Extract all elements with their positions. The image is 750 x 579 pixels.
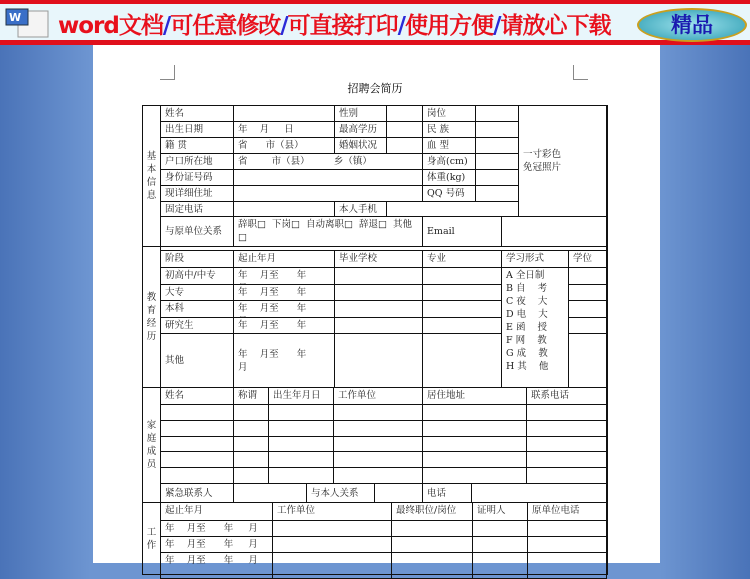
edu-header: 学习形式 bbox=[501, 250, 569, 268]
edu-period: 年 月至 年 月 bbox=[233, 333, 335, 388]
marital-input[interactable] bbox=[386, 137, 423, 154]
blood-input[interactable] bbox=[475, 137, 519, 154]
family-input[interactable] bbox=[160, 451, 234, 468]
field-label-native: 籍 贯 bbox=[160, 137, 234, 154]
height-input[interactable] bbox=[475, 153, 519, 170]
document-title: 招聘会简历 bbox=[347, 82, 403, 95]
work-input[interactable] bbox=[272, 520, 392, 537]
education-input[interactable] bbox=[386, 121, 423, 138]
family-header: 联系电话 bbox=[526, 387, 607, 405]
banner-part: 可任意修改 bbox=[170, 13, 281, 39]
family-input[interactable] bbox=[422, 467, 527, 484]
edu-major-input[interactable] bbox=[422, 333, 502, 388]
field-label-gender: 性别 bbox=[334, 105, 387, 122]
download-banner bbox=[0, 0, 750, 45]
banner-part: 请放心下载 bbox=[500, 13, 611, 39]
family-input[interactable] bbox=[160, 467, 234, 484]
edu-period: 年 月至 年 bbox=[233, 317, 335, 334]
work-header: 最终职位/岗位 bbox=[391, 502, 473, 521]
family-input[interactable] bbox=[233, 467, 269, 484]
email-input[interactable] bbox=[501, 216, 607, 247]
field-label-relationship: 与本人关系 bbox=[306, 483, 375, 503]
ethnicity-input[interactable] bbox=[475, 121, 519, 138]
field-label-emergency-phone: 电话 bbox=[422, 483, 472, 503]
qq-input[interactable] bbox=[475, 185, 519, 202]
work-input[interactable] bbox=[527, 552, 607, 579]
banner-part: 使用方便 bbox=[405, 13, 494, 39]
phone-input[interactable] bbox=[233, 201, 335, 217]
photo-box: 一寸彩色 免冠照片 bbox=[518, 105, 607, 217]
edu-header: 毕业学校 bbox=[334, 250, 423, 268]
family-input[interactable] bbox=[160, 420, 234, 437]
family-input[interactable] bbox=[268, 467, 334, 484]
family-input[interactable] bbox=[233, 436, 269, 452]
work-period: 年 月至 年 月 bbox=[160, 520, 273, 537]
work-input[interactable] bbox=[527, 536, 607, 553]
family-input[interactable] bbox=[333, 404, 423, 421]
field-label-phone: 固定电话 bbox=[160, 201, 234, 217]
family-input[interactable] bbox=[233, 420, 269, 437]
banner-slash: / bbox=[397, 13, 406, 39]
edu-header: 阶段 bbox=[160, 250, 234, 268]
work-header: 起止年月 bbox=[160, 502, 273, 521]
field-label-hukou: 户口所在地 bbox=[160, 153, 234, 170]
field-label-height: 身高(cm) bbox=[422, 153, 476, 170]
field-label-address: 现详细住址 bbox=[160, 185, 234, 202]
family-input[interactable] bbox=[233, 451, 269, 468]
field-label-id: 身份证号码 bbox=[160, 169, 234, 186]
field-label-name: 姓名 bbox=[160, 105, 234, 122]
edu-school-input[interactable] bbox=[334, 300, 423, 318]
field-label-email: Email bbox=[422, 216, 502, 247]
family-input[interactable] bbox=[526, 420, 607, 437]
edu-period: 年 月至 年 bbox=[233, 300, 335, 318]
word-document-icon bbox=[4, 7, 52, 39]
id-input[interactable] bbox=[233, 169, 423, 186]
svg-text:W: W bbox=[9, 11, 22, 24]
work-period: 年 月至 年 月 bbox=[160, 552, 273, 579]
family-header: 居住地址 bbox=[422, 387, 527, 405]
weight-input[interactable] bbox=[475, 169, 519, 186]
family-input[interactable] bbox=[160, 436, 234, 452]
field-label-blood: 血 型 bbox=[422, 137, 476, 154]
premium-badge: 精品 bbox=[637, 8, 747, 42]
family-input[interactable] bbox=[526, 404, 607, 421]
family-input[interactable] bbox=[422, 404, 527, 421]
edu-stage: 本科 bbox=[160, 300, 234, 318]
work-period: 年 月至 年 月 bbox=[160, 536, 273, 553]
field-label-marital: 婚姻状况 bbox=[334, 137, 387, 154]
section-label-work: 工 作 bbox=[142, 502, 161, 575]
edu-major-input[interactable] bbox=[422, 300, 502, 318]
banner-part: word文档 bbox=[58, 13, 163, 39]
family-input[interactable] bbox=[333, 420, 423, 437]
edu-school-input[interactable] bbox=[334, 267, 423, 285]
family-input[interactable] bbox=[333, 436, 423, 452]
edu-header: 专业 bbox=[422, 250, 502, 268]
field-label-position: 岗位 bbox=[422, 105, 476, 122]
family-input[interactable] bbox=[526, 467, 607, 484]
field-label-weight: 体重(kg) bbox=[422, 169, 476, 186]
field-label-ethnicity: 民 族 bbox=[422, 121, 476, 138]
relationship-input[interactable] bbox=[374, 483, 423, 503]
family-input[interactable] bbox=[422, 420, 527, 437]
edu-degree-input[interactable] bbox=[568, 267, 607, 285]
relation-options: 辞职□ 下岗□ 自动离职□ 辞退□ 其他□ bbox=[233, 216, 423, 247]
edu-period: 年 月至 年 bbox=[233, 267, 335, 285]
work-input[interactable] bbox=[391, 520, 473, 537]
edu-degree-input[interactable] bbox=[568, 300, 607, 318]
name-input[interactable] bbox=[233, 105, 335, 122]
emergency-input[interactable] bbox=[233, 483, 307, 503]
mobile-input[interactable] bbox=[386, 201, 519, 217]
edu-study-forms: A 全日制 B 自 考 C 夜 大 D 电 大 E 函 授 F 网 教 G 成 教 H 其 他 bbox=[501, 267, 569, 388]
banner-text bbox=[58, 7, 610, 40]
position-input[interactable] bbox=[475, 105, 519, 122]
edu-stage: 大专 bbox=[160, 284, 234, 301]
work-input[interactable] bbox=[391, 552, 473, 579]
family-input[interactable] bbox=[333, 451, 423, 468]
edu-major-input[interactable] bbox=[422, 267, 502, 285]
field-label-education: 最高学历 bbox=[334, 121, 387, 138]
edu-school-input[interactable] bbox=[334, 317, 423, 334]
field-label-qq: QQ 号码 bbox=[422, 185, 476, 202]
work-input[interactable] bbox=[472, 552, 528, 579]
edu-stage: 初高中/中专 bbox=[160, 267, 234, 285]
edu-degree-input[interactable] bbox=[568, 317, 607, 334]
family-header: 工作单位 bbox=[333, 387, 423, 405]
work-input[interactable] bbox=[272, 552, 392, 579]
section-label-education: 教 育 经 历 bbox=[142, 246, 161, 388]
address-input[interactable] bbox=[233, 185, 423, 202]
emergency-phone-input[interactable] bbox=[471, 483, 607, 503]
edu-major-input[interactable] bbox=[422, 284, 502, 301]
section-label-basic: 基 本 信 息 bbox=[142, 105, 161, 247]
field-label-mobile: 本人手机 bbox=[334, 201, 387, 217]
work-input[interactable] bbox=[391, 536, 473, 553]
banner-part: 可直接打印 bbox=[287, 13, 398, 39]
work-input[interactable] bbox=[472, 536, 528, 553]
family-header: 称谓 bbox=[233, 387, 269, 405]
edu-major-input[interactable] bbox=[422, 317, 502, 334]
hukou-input: 省 市（县） 乡（镇） bbox=[233, 153, 423, 170]
gender-input[interactable] bbox=[386, 105, 423, 122]
family-input[interactable] bbox=[233, 404, 269, 421]
family-header: 出生年月日 bbox=[268, 387, 334, 405]
edu-header: 学位 bbox=[568, 250, 607, 268]
banner-slash: / bbox=[162, 13, 171, 39]
work-input[interactable] bbox=[272, 536, 392, 553]
field-label-emergency: 紧急联系人 bbox=[160, 483, 234, 503]
section-label-family: 家 庭 成 员 bbox=[142, 387, 161, 503]
field-label-relation: 与原单位关系 bbox=[160, 216, 234, 247]
edu-stage: 其他 bbox=[160, 333, 234, 388]
family-input[interactable] bbox=[268, 451, 334, 468]
work-header: 证明人 bbox=[472, 502, 528, 521]
crop-mark bbox=[160, 65, 175, 80]
field-label-birth: 出生日期 bbox=[160, 121, 234, 138]
family-input[interactable] bbox=[422, 436, 527, 452]
family-input[interactable] bbox=[268, 404, 334, 421]
edu-school-input[interactable] bbox=[334, 284, 423, 301]
family-input[interactable] bbox=[526, 436, 607, 452]
edu-degree-input[interactable] bbox=[568, 284, 607, 301]
family-input[interactable] bbox=[422, 451, 527, 468]
birth-input: 年 月 日 bbox=[233, 121, 335, 138]
work-header: 原单位电话 bbox=[527, 502, 607, 521]
banner-slash: / bbox=[493, 13, 501, 39]
edu-period: 年 月至 年 bbox=[233, 284, 335, 301]
family-header: 姓名 bbox=[160, 387, 234, 405]
family-input[interactable] bbox=[333, 467, 423, 484]
family-input[interactable] bbox=[268, 420, 334, 437]
edu-header: 起止年月 bbox=[233, 250, 335, 268]
native-input: 省 市（县） bbox=[233, 137, 335, 154]
banner-slash: / bbox=[280, 13, 288, 39]
work-input[interactable] bbox=[472, 520, 528, 537]
family-input[interactable] bbox=[526, 451, 607, 468]
work-input[interactable] bbox=[527, 520, 607, 537]
crop-mark bbox=[573, 65, 588, 80]
edu-stage: 研究生 bbox=[160, 317, 234, 334]
edu-degree-input[interactable] bbox=[568, 333, 607, 388]
family-input[interactable] bbox=[160, 404, 234, 421]
family-input[interactable] bbox=[268, 436, 334, 452]
edu-school-input[interactable] bbox=[334, 333, 423, 388]
work-header: 工作单位 bbox=[272, 502, 392, 521]
